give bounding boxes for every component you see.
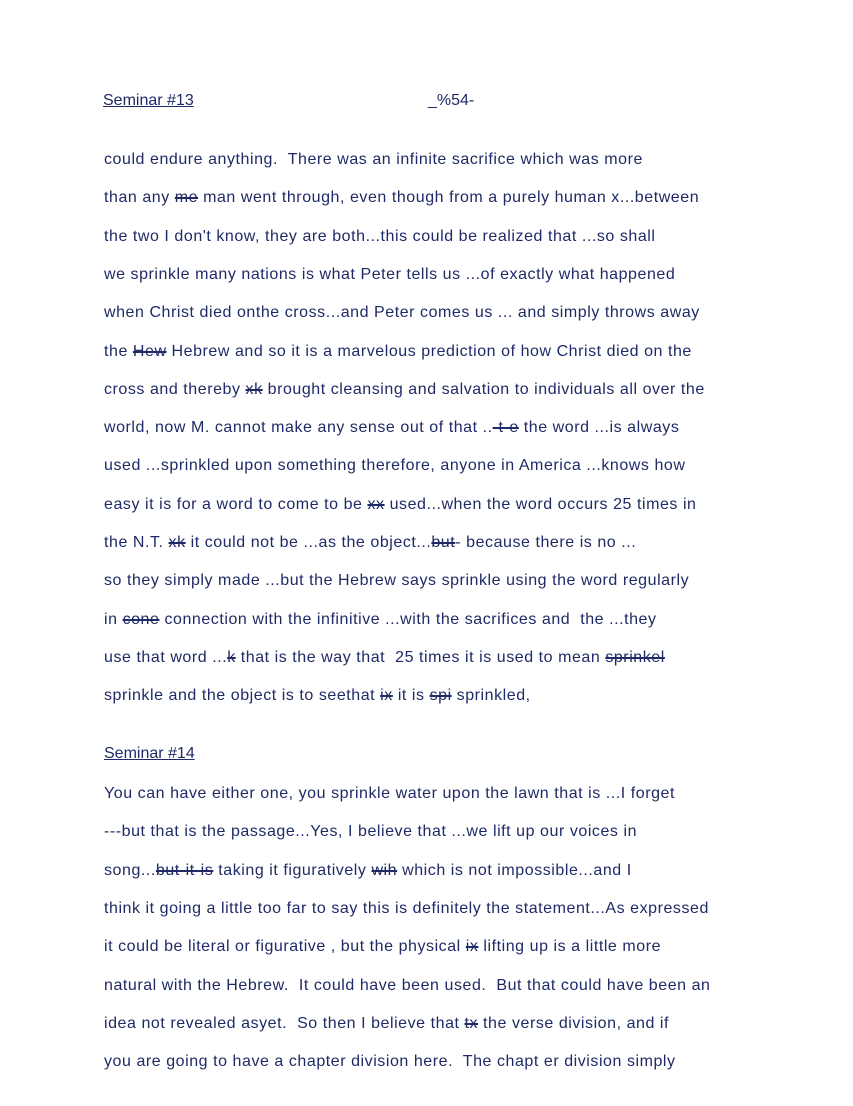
text-segment: you are going to have a chapter division here. The chapt er division simply <box>104 1053 676 1071</box>
text-segment: in <box>104 610 123 628</box>
struck-text: wih <box>371 861 398 879</box>
text-segment: so they simply made ...but the Hebrew says sprinkle using the word regularly <box>104 572 690 590</box>
struck-text: ix <box>465 938 479 956</box>
page-number: _%54- <box>428 92 475 109</box>
text-segment: man went through, even though from a purely human x...between <box>198 189 700 207</box>
text-segment: the word ...is always <box>518 419 680 437</box>
struck-text: -t-e <box>492 419 519 437</box>
text-segment: brought cleansing and salvation to individuals all over the <box>262 380 705 398</box>
text-segment: the N.T. <box>104 534 169 551</box>
struck-text: sprinkel <box>605 648 665 666</box>
struck-text: Hew <box>132 342 167 360</box>
text-segment: we sprinkle many nations is what Peter tells us ...of exactly what happened <box>104 265 676 283</box>
text-segment: that is the way that 25 times it is used to mean <box>235 648 606 666</box>
text-segment: world, now M. cannot make any sense out of that .. <box>104 419 493 437</box>
text-segment: the two I don't know, they are both...this could be realized that ...so shall <box>104 227 656 245</box>
text-line <box>104 861 632 881</box>
text-segment: sprinkle and the object is to seethat <box>104 687 381 705</box>
text-line <box>104 533 636 553</box>
text-line <box>104 899 709 919</box>
text-line <box>104 686 531 706</box>
struck-text: xk <box>168 534 186 551</box>
text-line <box>104 976 711 996</box>
text-segment: which is not impossible...and I <box>397 861 632 879</box>
text-segment: than any <box>104 189 175 207</box>
text-segment: easy it is for a word to come to be <box>104 495 368 513</box>
struck-text: spi <box>429 687 452 705</box>
text-line <box>104 418 679 438</box>
section-heading: Seminar #14 <box>104 745 195 762</box>
text-line <box>104 495 697 515</box>
text-segment: taking it figuratively <box>213 861 372 879</box>
text-line <box>104 784 675 804</box>
text-line <box>104 265 675 285</box>
running-header-title: Seminar #13 <box>103 92 194 109</box>
struck-text: xx <box>367 495 385 513</box>
text-line <box>104 150 643 170</box>
text-segment: Hebrew and so it is a marvelous prediction of how Christ died on the <box>166 342 692 360</box>
struck-text: ix <box>380 687 393 705</box>
text-line <box>104 303 700 323</box>
struck-text: me <box>174 189 199 207</box>
text-segment: it is <box>392 687 430 705</box>
struck-text: tx <box>464 1014 479 1032</box>
text-line <box>104 937 661 957</box>
text-segment: the <box>104 342 133 360</box>
text-segment: ---but that is the passage...Yes, I believe that ...we lift up our voices in <box>104 823 638 841</box>
struck-text: xk <box>245 380 263 398</box>
text-segment: used...when the word occurs 25 times in <box>384 495 697 513</box>
text-line <box>104 380 705 400</box>
text-line <box>104 1014 669 1034</box>
text-line <box>104 1052 676 1072</box>
text-segment: think it going a little too far to say this is definitely the statement...As expressed <box>104 899 709 917</box>
text-line <box>104 227 655 247</box>
text-segment: natural with the Hebrew. It could have been used. But that could have been an <box>104 976 711 994</box>
text-segment: - because there is no ... <box>455 534 637 551</box>
text-segment: the verse division, and if <box>478 1014 670 1032</box>
text-line <box>104 571 689 591</box>
text-segment: cross and thereby <box>104 380 246 398</box>
text-segment: sprinkled, <box>451 687 531 705</box>
struck-text: k <box>227 648 236 666</box>
text-segment: used ...sprinkled upon something therefore, anyone in America ...knows how <box>104 457 686 475</box>
text-segment: idea not revealed asyet. So then I believe that <box>104 1014 465 1032</box>
struck-text: cone <box>122 610 160 628</box>
text-line <box>104 648 665 668</box>
text-segment: use that word ... <box>104 648 228 666</box>
text-segment: it could not be ...as the object... <box>185 534 432 551</box>
text-line <box>104 188 699 208</box>
text-segment: song... <box>104 861 156 879</box>
text-line <box>104 342 692 362</box>
struck-text: but <box>431 534 456 551</box>
text-segment: could endure anything. There was an infinite sacrifice which was more <box>104 151 643 168</box>
text-segment: it could be literal or figurative , but the physical <box>104 938 466 956</box>
text-line <box>104 610 657 630</box>
text-segment: lifting up is a little more <box>478 938 662 956</box>
struck-text: but-it-is <box>155 861 214 879</box>
text-line <box>104 822 637 842</box>
text-line <box>104 456 685 476</box>
text-segment: connection with the infinitive ...with the sacrifices and the ...they <box>159 610 657 628</box>
text-segment: when Christ died onthe cross...and Peter comes us ... and simply throws away <box>104 304 700 322</box>
text-segment: You can have either one, you sprinkle water upon the lawn that is ...I forget <box>104 785 675 802</box>
